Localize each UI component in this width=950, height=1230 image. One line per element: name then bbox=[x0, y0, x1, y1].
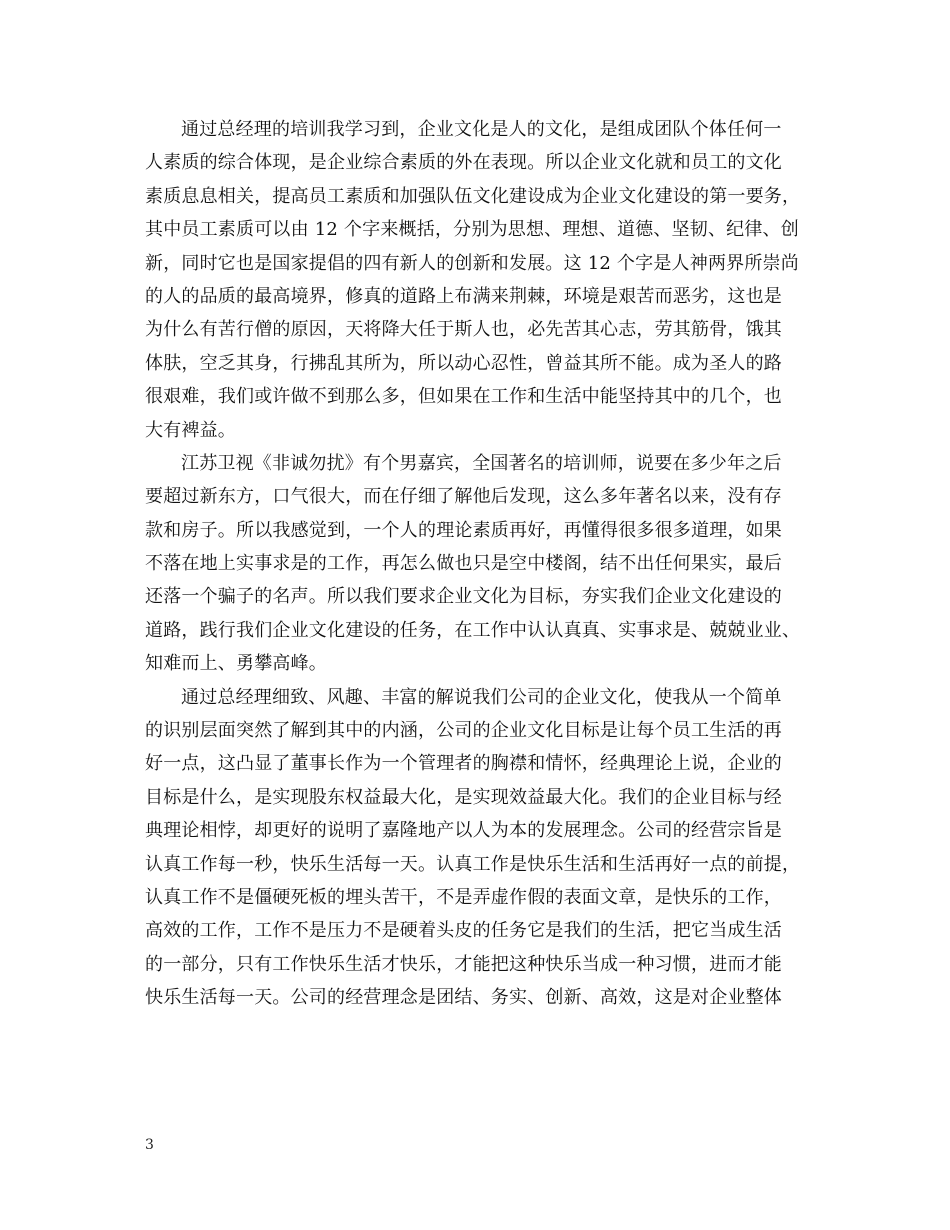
text-line: 其中员工素质可以由 12 个字来概括，分别为思想、理想、道德、坚韧、纪律、创 bbox=[145, 219, 799, 241]
page-number: 3 bbox=[145, 1137, 154, 1153]
text-line: 还落一个骗子的名声。所以我们要求企业文化为目标，夯实我们企业文化建设的 bbox=[145, 586, 782, 608]
text-line: 要超过新东方，口气很大，而在仔细了解他后发现，这么多年著名以来，没有存 bbox=[145, 486, 782, 508]
paragraph-2 bbox=[145, 447, 805, 681]
text-line: 快乐生活每一天。公司的经营理念是团结、务实、创新、高效，这是对企业整体 bbox=[145, 987, 782, 1009]
text-line: 体肤，空乏其身，行拂乱其所为，所以动心忍性，曾益其所不能。成为圣人的路 bbox=[145, 352, 782, 374]
text-line: 通过总经理的培训我学习到，企业文化是人的文化，是组成团队个体任何一 bbox=[181, 119, 782, 140]
text-line: 高效的工作，工作不是压力不是硬着头皮的任务它是我们的生活，把它当成生活 bbox=[145, 920, 782, 942]
text-line: 为什么有苦行僧的原因，天将降大任于斯人也，必先苦其心志，劳其筋骨，饿其 bbox=[145, 319, 782, 341]
text-line: 款和房子。所以我感觉到，一个人的理论素质再好，再懂得很多很多道理，如果 bbox=[145, 519, 782, 541]
text-line: 目标是什么，是实现股东权益最大化，是实现效益最大化。我们的企业目标与经 bbox=[145, 786, 782, 808]
text-line: 认真工作不是僵硬死板的埋头苦干，不是弄虚作假的表面文章，是快乐的工作， bbox=[145, 886, 782, 908]
text-line: 典理论相悖，却更好的说明了嘉隆地产以人为本的发展理念。公司的经营宗旨是 bbox=[145, 820, 782, 842]
text-line: 的一部分，只有工作快乐生活才快乐，才能把这种快乐当成一种习惯，进而才能 bbox=[145, 953, 782, 975]
text-line: 大有裨益。 bbox=[145, 419, 236, 441]
paragraph-3 bbox=[145, 681, 805, 1015]
text-line: 好一点，这凸显了董事长作为一个管理者的胸襟和情怀，经典理论上说，企业的 bbox=[145, 753, 782, 775]
paragraph-1 bbox=[145, 113, 805, 447]
document-body bbox=[145, 113, 805, 1015]
text-line: 的人的品质的最高境界，修真的道路上布满来荆棘，环境是艰苦而恶劣，这也是 bbox=[145, 285, 782, 307]
text-line: 的识别层面突然了解到其中的内涵，公司的企业文化目标是让每个员工生活的再 bbox=[145, 720, 782, 742]
text-line: 道路，践行我们企业文化建设的任务，在工作中认认真真、实事求是、兢兢业业、 bbox=[145, 619, 801, 641]
text-line: 通过总经理细致、风趣、丰富的解说我们公司的企业文化，使我从一个简单 bbox=[181, 686, 782, 708]
text-line: 新，同时它也是国家提倡的四有新人的创新和发展。这 12 个字是人神两界所崇尚 bbox=[145, 252, 799, 274]
text-line: 很艰难，我们或许做不到那么多，但如果在工作和生活中能坚持其中的几个，也 bbox=[145, 386, 782, 408]
text-line: 人素质的综合体现，是企业综合素质的外在表现。所以企业文化就和员工的文化 bbox=[145, 152, 782, 174]
text-line: 不落在地上实事求是的工作，再怎么做也只是空中楼阁，结不出任何果实，最后 bbox=[145, 553, 782, 575]
text-line: 素质息息相关，提高员工素质和加强队伍文化建设成为企业文化建设的第一要务， bbox=[145, 185, 801, 207]
text-line: 江苏卫视《非诚勿扰》有个男嘉宾，全国著名的培训师，说要在多少年之后 bbox=[181, 452, 782, 474]
text-line: 认真工作每一秒，快乐生活每一天。认真工作是快乐生活和生活再好一点的前提， bbox=[145, 853, 801, 875]
text-line: 知难而上、勇攀高峰。 bbox=[145, 653, 327, 675]
